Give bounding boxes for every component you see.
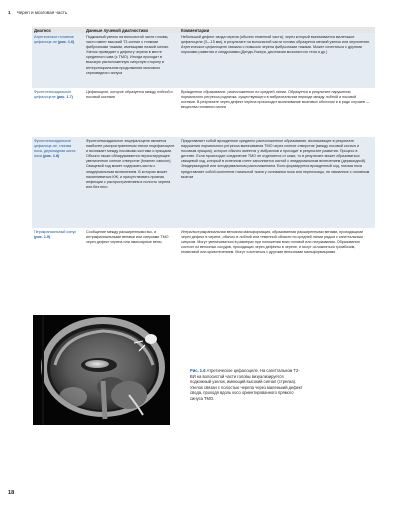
table-row xyxy=(32,88,375,137)
table-row xyxy=(32,137,375,228)
figure-reference: (рис. 1.6) xyxy=(58,40,75,45)
comments-cell: Врожденное образование, расположенное по средней линии. Образуется в результате нарушения нормального регресса родничка, существующего в эмбриональном периоде между лобной и носовой костями. В результате через дефект черепа происходит выпячивание мозговых оболочек и в ряде случаев — вещества головного мозга xyxy=(181,90,370,110)
findings-cell: Цефалоцеле, которое образуется между лобной и носовой костями xyxy=(86,90,173,100)
figure-reference: (рис. 1.7) xyxy=(56,95,73,100)
comments-cell: Небольшой дефект свода черепа (обычно теменной части), через который выпячивается маленькое цефалоцеле (3—15 мм), в результате на волосистой части головы образуется мелкий узелок или опухоление. Атретическое цефалоцеле связано с повысью черепа фиброзными тяжами. Может сочетаться с другими пороками развития и синдромами (Денди-Уокера, дисплазия мозолистого тела и др.) xyxy=(181,35,371,55)
findings-cell: Подкожный узелок на волосистой части головы, часто имеет высокий Т2-сигнал с тонкими фиброзными тяжами, имеющими низкий сигнал. Узелок приведает к дефекту черепа в месте срединного шва (с ТМО). Иногда проходит в высокую расположенную синусную сторону в интерстициальном продолжении мозгового серповидного синуса xyxy=(86,35,170,75)
figure-reference: (рис. 1.8) xyxy=(43,154,60,159)
comments-cell: Интра/экстракраниальная венозная мальформация, образованная расширенными венами, проходящими через дефект в черепе, обычно в лобной или теменной области по средней линии рядом с сагиттальным синусом. Могут увеличиваться в размерах при положении вниз головой или натуживании. Образования состоят из венозных сосудов, проходящих через дефекты в черепе, и могут осложняться тромбозом, гематомой или кровотечением. Могут сочетаться с другими венозными мальформациями xyxy=(181,230,363,255)
table-row xyxy=(32,228,375,291)
table-row xyxy=(32,33,375,88)
mri-sagittal-image xyxy=(33,315,170,425)
mri-figure xyxy=(33,315,170,425)
column-header-diagnosis: Диагноз xyxy=(34,27,51,33)
caption-text: Атретическое цефалоцеле. На сагиттальном T2-ВИ на волосистой части головы визуализируется подкожный узелок, имеющий высокий сигнал (стрелка). Узелок связан с полостью черепа через маленький дефект свода, проходя вдоль косо ориентированного прямого синуса ТМО. xyxy=(190,368,303,401)
page-number: 18 xyxy=(8,490,15,496)
findings-cell: Фронтоэтмоидальное энцефалоцеле является наиболее распространенным типом энцефалоцеле и возникает между носовыми костями и хрящами. Обычно также обнаруживается персистирующее увеличенное слепое отверстие (foramen caecum). Свищевой ход может содержать кисты с эпидермальным включением. В котором может накапливаться КЖ, и присутствовать признак инфекции с распространением в полость черепа или без него xyxy=(86,139,175,189)
diagnosis-cell: Фронтоэтмоидальное цефалоце-ле, глиома носа, дермоидная киста носа (рис. 1.8) xyxy=(34,139,76,159)
chapter-title: Череп и мозговая часть xyxy=(16,10,68,15)
chapter-number: 1 xyxy=(8,10,11,15)
diagnosis-cell: Перикраниальный синус (рис. 1.9) xyxy=(34,230,77,240)
table-header xyxy=(32,27,375,33)
diagnosis-cell: Фронтоэтмоидальное цефалоцеле (рис. 1.7) xyxy=(34,90,73,100)
differential-diagnosis-table xyxy=(32,27,375,291)
running-header xyxy=(8,10,67,15)
figure-caption xyxy=(190,368,303,402)
column-header-comments: Комментарии xyxy=(181,27,210,33)
column-header-findings: Данные лучевой диагностики xyxy=(86,27,148,33)
findings-cell: Сообщение между расширенными экс- и интракраниальными венами или синусами ТМО через дефект черепа или эмиссарные вены xyxy=(86,230,169,245)
caption-label: Рис. 1.6 xyxy=(190,368,206,373)
figure-reference: (рис. 1.9) xyxy=(34,235,51,240)
diagnosis-cell: Атретическое головное цефалоце-ле (рис. 1.6) xyxy=(34,35,75,45)
comments-cell: Представляет собой врожденное срединно расположенное образование, возникающее в результате нарушения нормального регресса выпячивания ТМО через слепое отверстие (между носовой костью и носовым хрящом), которое обычно имеется у эмбрионов и проходит в результате развития. Процесс в детстве. Если происходит соединение ТМО не отделяется от кожи, то в результате может образоваться свищевой ход, который в конечном счете заполняется кистой с эпидермальным включением (дермоидной). Эпидермоидной или эктодермальным расположением. Если формируется врожденный ход, глиома носа представляет собой скопление глиальной ткани у основания носа или переносицы, не связанное с головным мозгом xyxy=(181,139,370,179)
